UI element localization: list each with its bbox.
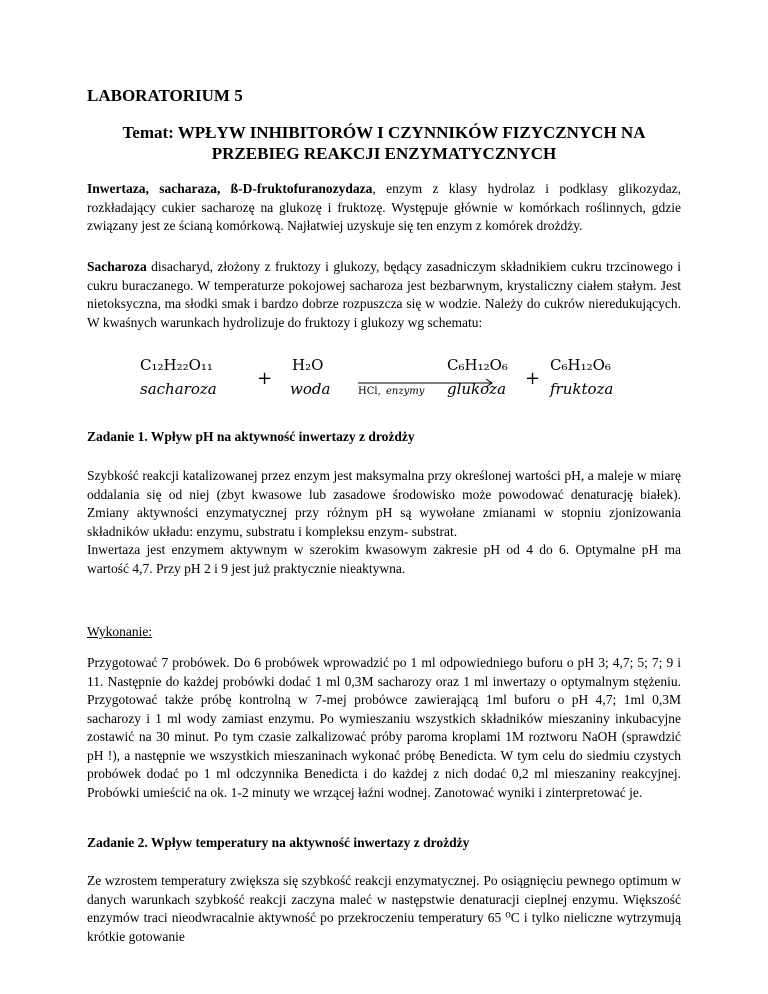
hydrolysis-equation	[140, 356, 660, 406]
task1-paragraph-1	[87, 467, 681, 578]
eq-reactant-1: C₁₂H₂₂O₁₁	[140, 356, 213, 374]
eq-condition: HCl,	[358, 386, 381, 397]
eq-product-2-name: fruktoza	[550, 380, 614, 398]
inwertaza-text: , enzym z klasy hydrolaz i podklasy glikozydaz, rozkładający cukier sacharozę na glukozę i fruktozę. Występuje głównie w komórkach roślinnych, gdzie związany jest ze ścianą komórkową. Najłatwiej uzyskuje się ten enzym z komórek drożdży.	[87, 181, 681, 233]
eq-product-1-name: glukoza	[447, 380, 507, 398]
eq-product-1: C₆H₁₂O₆	[447, 356, 508, 374]
eq-reactant-1-name: sacharoza	[140, 380, 217, 398]
task2-heading: Zadanie 2. Wpływ temperatury na aktywność inwertazy z drożdży	[87, 835, 470, 850]
inwertaza-paragraph	[87, 180, 681, 236]
eq-reactant-2: H₂O	[292, 356, 324, 374]
wykonanie-section	[87, 623, 681, 642]
task2-paragraph-1	[87, 872, 681, 946]
eq-plus-1: +	[257, 368, 273, 389]
topic-line-1: Temat: WPŁYW INHIBITORÓW I CZYNNIKÓW FIZYCZNYCH NA	[122, 123, 646, 142]
inwertaza-term: Inwertaza, sacharaza, ß-D-fruktofuranozydaza	[87, 181, 373, 196]
topic-title	[87, 122, 681, 164]
task1-text-1: Szybkość reakcji katalizowanej przez enzym jest maksymalna przy określonej wartości pH, a maleje w miarę oddalania się od niej (zbyt kwasowe lub zasadowe środowisko może powodować denaturację białek). Zmiany aktywności enzymatycznej przy różnym pH są wywołane zmianami w stopniu zjonizowania składników układu: enzymu, substratu i kompleksu enzym- substrat.	[87, 468, 681, 539]
lab-title: LABORATORIUM 5	[87, 86, 243, 105]
eq-plus-2: +	[525, 368, 541, 389]
eq-reactant-2-name: woda	[290, 380, 331, 398]
wykonanie-label: Wykonanie:	[87, 624, 153, 639]
task1-procedure-text: Przygotować 7 probówek. Do 6 probówek wprowadzić po 1 ml odpowiedniego buforu o pH 3; 4,7; 5; 7; 9 i 11. Następnie do każdej probówki dodać 1 ml 0,3M sacharozy oraz 1 ml inwertazy o optymalnym stężeniu. Przygotować także próbę kontrolną w 7-mej probówce zawierającą 1ml buforu o pH 4,7; 1ml 0,3M sacharozy i 1 ml wody zamiast enzymu. Po wymieszaniu wszystkich składników mieszaniny inkubacyjne zostawić na 30 minut. Po tym czasie zalkalizować próby paroma kroplami 1M roztworu NaOH (sprawdzić pH !), a następnie we wszystkich mieszaninach wykonać próbę Benedicta. W tym celu do siedmiu czystych probówek dodać po 1 ml odczynnika Benedicta i do każdej z nich dodać 0,2 ml mieszaniny reakcyjnej. Probówki umieścić na ok. 1-2 minuty we wrzącej łaźni wodnej. Zanotować wyniki i zinterpretować je.	[87, 655, 681, 800]
task1-procedure	[87, 654, 681, 802]
eq-product-2: C₆H₁₂O₆	[550, 356, 611, 374]
eq-condition-2: enzymy	[386, 386, 425, 397]
task1-text-2: Inwertaza jest enzymem aktywnym w szerokim kwasowym zakresie pH od 4 do 6. Optymalne pH ma wartość 4,7. Przy pH 2 i 9 jest już praktycznie nieaktywna.	[87, 542, 681, 576]
sacharoza-paragraph	[87, 258, 681, 332]
task1-heading: Zadanie 1. Wpływ pH na aktywność inwertazy z drożdży	[87, 429, 415, 444]
topic-line-2: PRZEBIEG REAKCJI ENZYMATYCZNYCH	[211, 144, 557, 163]
task2-text-1: Ze wzrostem temperatury zwiększa się szybkość reakcji enzymatycznej. Po osiągnięciu pewnego optimum w danych warunkach szybkość reakcji zaczyna maleć w następstwie denaturacji cieplnej enzymu. Większość enzymów traci nieodwracalnie aktywność po przekroczeniu temperatury 65 ⁰C i tylko nieliczne wytrzymują krótkie gotowanie	[87, 873, 681, 944]
sacharoza-term: Sacharoza	[87, 259, 147, 274]
sacharoza-text: disacharyd, złożony z fruktozy i glukozy, będący zasadniczym składnikiem cukru trzcinowego i cukru buraczanego. W temperaturze pokojowej sacharoza jest bezbarwnym, krystaliczny ciałem stałym. Jest nietoksyczna, ma słodki smak i bardzo dobrze rozpuszcza się w wodzie. Należy do cukrów nieredukujących. W kwaśnych warunkach hydrolizuje do fruktozy i glukozy wg schematu:	[87, 259, 681, 330]
